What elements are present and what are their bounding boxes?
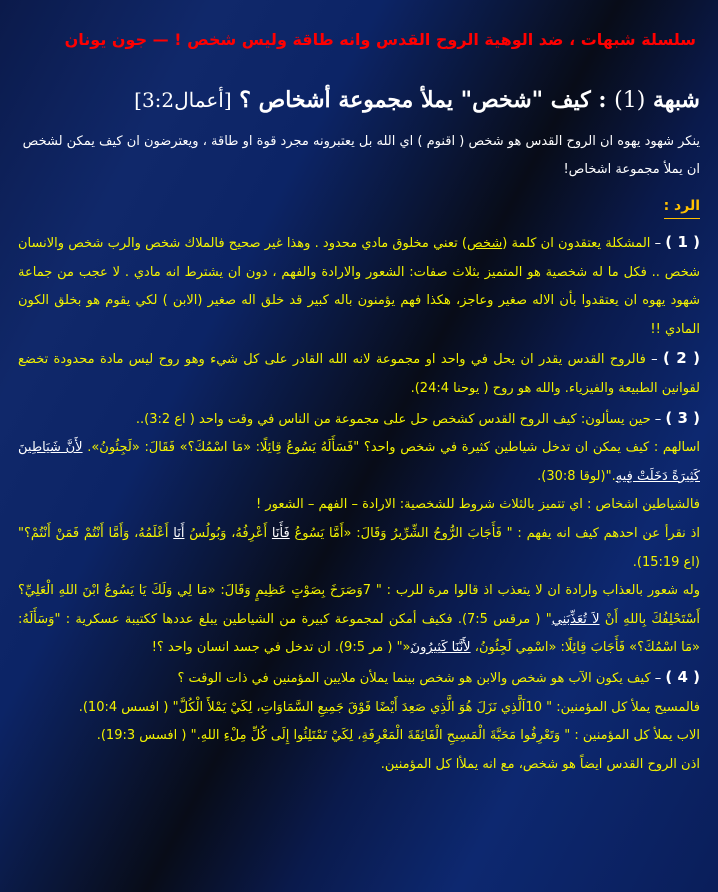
point-3-follow-4 bbox=[18, 577, 700, 663]
verse-text: ."(لوقا 30:8). bbox=[537, 468, 616, 484]
conclusion: اذن الروح القدس ايضاً هو شخص، مع انه يملأا كل المؤمنين. bbox=[380, 756, 700, 772]
verse-text: وله شعور بالعذاب وارادة ان لا يتعذب اذ قالوا مرة للرب : " 7وَصَرَخَ بِصَوْتٍ عَظِيمٍ وَقَالَ: «مَا لِي وَلَكَ يَا يَسُوعُ ابْنَ اللهِ الْعَلِيِّ؟ أَسْتَحْلِفُكَ بِاللهِ أَنْ bbox=[18, 583, 701, 627]
point-3-follow-3 bbox=[18, 520, 700, 577]
verse-underlined: لأَنَّنَا كَثِيرُونَ bbox=[410, 640, 471, 656]
answer-body bbox=[18, 228, 700, 779]
point-dash: – bbox=[650, 411, 666, 427]
answer-label: الرد : bbox=[664, 198, 700, 219]
point-2 bbox=[18, 344, 700, 403]
series-title: سلسلة شبهات ، ضد الوهية الروح القدس وانه طاقة وليس شخص ! — جون يونان bbox=[64, 30, 696, 49]
point-dash: – bbox=[645, 352, 663, 368]
question-reference: [أعمال3:2] bbox=[134, 88, 232, 112]
question-separator: : bbox=[590, 87, 607, 113]
verse-underlined: لأَنَّ شَيَاطِينَ كَثِيرَةً دَخَلَتْ فِيهِ bbox=[18, 440, 700, 484]
point-dash: – bbox=[650, 670, 666, 686]
verse-text: " ( مرقس 7:5). فكيف أمكن لمجموعة كبيرة من الشياطين يبلغ عددها ككتيبة عسكرية : "وَسَأَلَهُ: «مَا اسْمُكَ؟» فَأَجَابَ قِائِلًا: «اسْمِي لَجِئُونُ، bbox=[18, 611, 700, 656]
point-text: ) تعني مخلوق مادي محدود . وهذا غير صحيح فالملاك شخص والرب شخص والانسان شخص .. فكل ما له شخصية هو المتميز بثلاث صفات: الشعور والارادة والفهم ، دون ان يشترط انه مادي . لا عجب من جماعة شهود يهوه ان يعتقدوا بأن الاله صغير وعاجز، هكذا فهم يؤمنون باله كبير قد خلق اله صغير (الابن ) لكي يقوم هو بخلق الكون المادي !! bbox=[18, 236, 700, 337]
verse-text: اسالهم : كيف يمكن ان تدخل شياطين كثيرة في شخص واحد؟ "فَسَأَلَهُ يَسُوعُ قِائِلًا: «مَا اسْمُكَ؟» فَقَالَ: «لَجِئُونُ». bbox=[82, 440, 700, 456]
point-text: كيف يكون الآب هو شخص والابن هو شخص بينما يملأن ملايين المؤمنين في ذات الوقت ؟ bbox=[177, 670, 651, 686]
point-number: ( 3 ) bbox=[665, 408, 700, 427]
point-number: ( 2 ) bbox=[662, 349, 701, 368]
point-3-follow-1 bbox=[18, 434, 700, 491]
verse-text: أَعْرِفُهُ، وَبُولُسُ bbox=[184, 525, 272, 541]
point-number: ( 1 ) bbox=[665, 233, 701, 251]
point-3-follow-2: فالشياطين اشخاص : اي تتميز بالثلاث شروط للشخصية: الارادة – الفهم – الشعور ! bbox=[256, 497, 700, 513]
underlined-word: شخص bbox=[467, 236, 503, 251]
point-text: فالروح القدس يقدر ان يحل في واحد او مجموعة لانه الله القادر على كل شيء وهو روح ليس مادة محدودة تخضع لقوانين الطبيعة والفيزياء. والله هو روح ( يوحنا 24:4). bbox=[18, 352, 700, 396]
point-3 bbox=[18, 404, 700, 435]
point-number: ( 4 ) bbox=[665, 667, 700, 686]
point-dash: – bbox=[650, 236, 666, 251]
question-prefix: شبهة bbox=[652, 87, 700, 113]
question-title bbox=[18, 87, 700, 113]
verse-underlined: لاَ تُعَذِّبَنِي bbox=[551, 611, 600, 627]
question-number: (1) bbox=[614, 88, 646, 113]
intro-paragraph: ينكر شهود يهوه ان الروح القدس هو شخص ( اقنوم ) اي الله بل يعتبرونه مجرد قوة او طاقة ، ويعترضون ان كيف يمكن لشخص ان يملأ مجموعة اشخاص! bbox=[22, 134, 700, 177]
point-4 bbox=[18, 663, 700, 694]
point-text: المشكلة يعتقدون ان كلمة ( bbox=[502, 236, 651, 251]
question-text: كيف "شخص" يملأ مجموعة أشخاص ؟ bbox=[231, 87, 591, 113]
verse-text: «" ( مر 9:5). ان تدخل في جسد انسان واحد ؟! bbox=[151, 640, 411, 656]
verse-text: اذ نقرأ عن احدهم كيف انه يفهم : " فَأَجَابَ الرُّوحُ الشِّرِّيرُ وَقَالَ: «أَمَّا يَسُوعُ bbox=[289, 525, 700, 541]
point-1 bbox=[18, 228, 700, 344]
point-4-follow-1: فالمسيح يملأ كل المؤمنين: " 10اَلَّذِي نَزَلَ هُوَ الَّذِي صَعِدَ أَيْضًا فَوْقَ جَمِيعِ السَّمَاوَاتِ، لِكَيْ يَمْلأَ الْكُلَّ" ( افسس 10:4). bbox=[78, 699, 700, 715]
point-4-follow-2: الاب يملأ كل المؤمنين : " وَتَعْرِفُوا مَحَبَّةَ الْمَسِيحِ الْفَائِقَةَ الْمَعْرِفَةِ، لِكَيْ تَمْتَلِئُوا إِلَى كُلِّ مِلْءِ اللهِ." ( افسس 19:3). bbox=[96, 728, 700, 744]
point-text: حين يسألون: كيف الروح القدس كشخص حل على مجموعة من الناس في وقت واحد ( اع 3:2).. bbox=[135, 411, 651, 427]
verse-text: أَعْلَمُهُ، وَأَمَّا أَنْتُمْ فَمَنْ أَنْتُمْ؟" (اع 15:19). bbox=[18, 525, 700, 570]
verse-underlined: فَأَنَا bbox=[271, 525, 290, 541]
verse-underlined: أَنَا bbox=[173, 525, 185, 541]
